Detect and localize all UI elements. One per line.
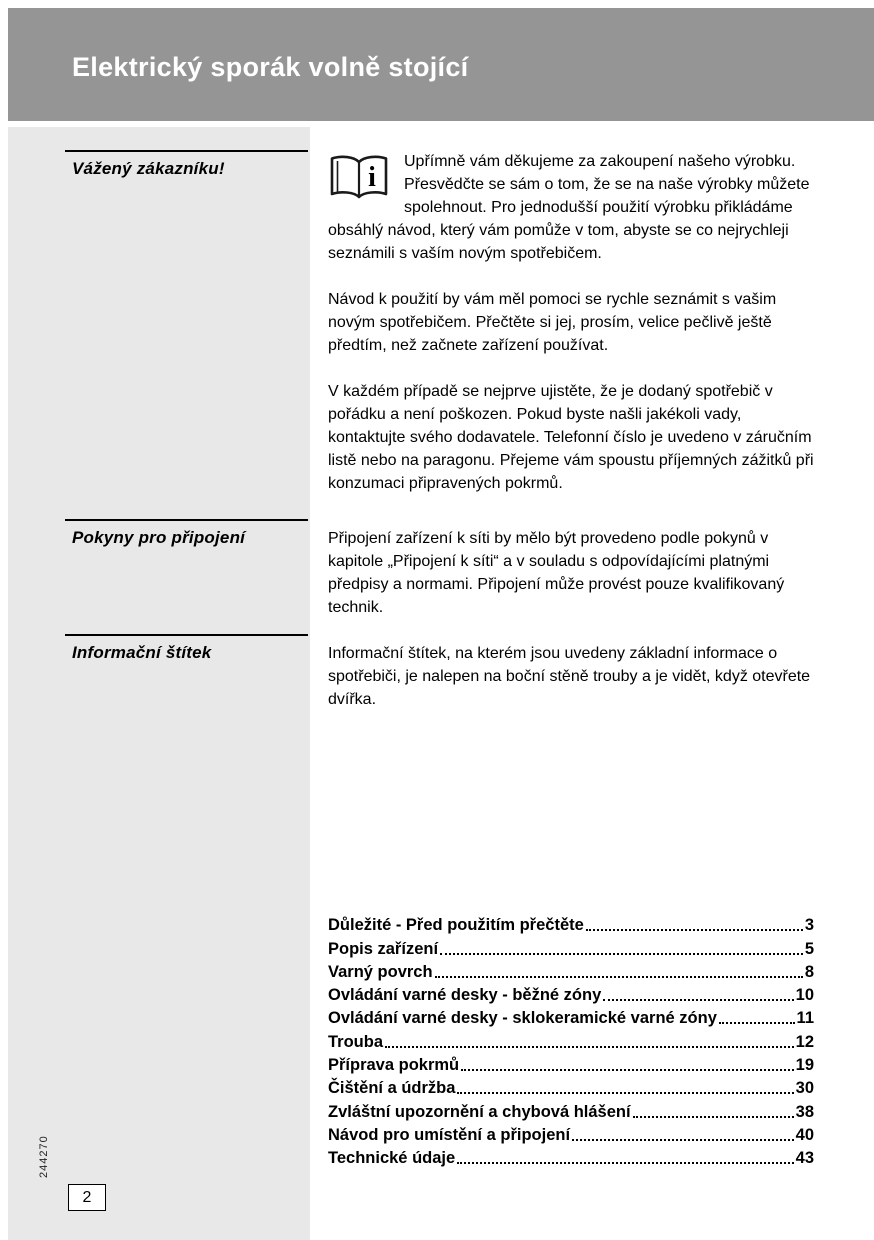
section-heading-label: Informační štítek <box>72 643 212 662</box>
toc-label: Ovládání varné desky - běžné zóny <box>328 986 602 1005</box>
toc-leader <box>572 1139 794 1141</box>
toc-page-number: 43 <box>795 1149 814 1168</box>
toc-row <box>328 912 814 935</box>
page-number: 2 <box>82 1188 92 1206</box>
toc-label: Ovládání varné desky - sklokeramické varné zóny <box>328 1009 717 1028</box>
toc-leader <box>633 1116 794 1118</box>
toc-page-number: 5 <box>804 939 814 958</box>
toc-leader <box>586 929 803 931</box>
toc-leader <box>457 1162 793 1164</box>
toc-row <box>328 935 814 958</box>
content-column <box>328 150 814 1210</box>
toc-leader <box>603 999 793 1001</box>
welcome-paragraph-3: V každém případě se nejprve ujistěte, že je dodaný spotřebič v pořádku a není poškozen. Pokud byste našli jakékoli vady, kontaktujte svého dodavatele. Telefonní číslo je uvedeno v záručním listě nebo na paragonu. Přejeme vám spoustu příjemných zážitků při konzumaci připravených pokrmů. <box>328 383 814 492</box>
toc-row <box>328 1098 814 1121</box>
toc-label: Čištění a údržba <box>328 1079 456 1098</box>
toc-page-number: 40 <box>795 1125 814 1144</box>
section-heading-welcome <box>65 150 308 179</box>
toc-page-number: 30 <box>795 1079 814 1098</box>
toc-row <box>328 959 814 982</box>
toc-row <box>328 1145 814 1168</box>
toc-label: Popis zařízení <box>328 939 439 958</box>
toc-row <box>328 1052 814 1075</box>
connection-paragraph: Připojení zařízení k síti by mělo být provedeno podle pokynů v kapitole „Připojení k síti“ a v souladu s odpovídajícími platnými předpisy a normami. Připojení může provést pouze kvalifikovaný technik. <box>328 530 785 616</box>
toc-row <box>328 982 814 1005</box>
doc-code-vertical: 244270 <box>38 1135 50 1178</box>
label-text-block <box>328 642 814 734</box>
page-title: Elektrický sporák volně stojící <box>72 52 469 82</box>
connection-text-block <box>328 527 814 642</box>
welcome-paragraph-1: Upřímně vám děkujeme za zakoupení našeho výrobku. Přesvědčte se sám o tom, že se na naše výrobky můžete spolehnout. Pro jednodušší použití výrobku přikládáme obsáhlý návod, který vám pomůže v tom, abyste se co nejrychleji seznámili s vaším novým spotřebičem. <box>328 153 810 262</box>
welcome-paragraph-2: Návod k použití by vám měl pomoci se rychle seznámit s vašim novým spotřebičem. Přečtěte si jej, prosím, velice pečlivě ještě předtím, než začnete zařízení používat. <box>328 291 777 354</box>
toc-row <box>328 1005 814 1028</box>
toc-row <box>328 1028 814 1051</box>
toc-row <box>328 1122 814 1145</box>
section-heading-label: Vážený zákazníku! <box>72 159 225 178</box>
open-book-info-icon <box>328 152 390 204</box>
toc-leader <box>457 1092 793 1094</box>
section-heading-label: Pokyny pro připojení <box>72 528 246 547</box>
table-of-contents <box>328 912 814 1168</box>
page-number-box <box>68 1184 106 1211</box>
toc-leader <box>719 1022 795 1024</box>
welcome-text-block <box>328 150 814 518</box>
toc-label: Varný povrch <box>328 962 433 981</box>
toc-leader <box>385 1046 794 1048</box>
section-heading-connection <box>65 519 308 548</box>
toc-label: Příprava pokrmů <box>328 1056 460 1075</box>
toc-page-number: 11 <box>796 1009 814 1028</box>
toc-label: Zvláštní upozornění a chybová hlášení <box>328 1102 631 1121</box>
toc-page-number: 12 <box>795 1032 814 1051</box>
toc-page-number: 19 <box>795 1056 814 1075</box>
toc-row <box>328 1075 814 1098</box>
toc-leader <box>461 1069 794 1071</box>
toc-label: Důležité - Před použitím přečtěte <box>328 916 584 935</box>
section-heading-label-plate <box>65 634 308 663</box>
sidebar <box>8 127 310 1240</box>
toc-leader <box>435 976 803 978</box>
toc-leader <box>440 953 803 955</box>
header-bar <box>8 8 874 121</box>
toc-label: Trouba <box>328 1032 384 1051</box>
label-paragraph: Informační štítek, na kterém jsou uvedeny základní informace o spotřebiči, je nalepen na boční stěně trouby a je vidět, když otevřete dvířka. <box>328 645 811 708</box>
toc-page-number: 3 <box>804 916 814 935</box>
toc-label: Technické údaje <box>328 1149 456 1168</box>
toc-page-number: 8 <box>804 962 814 981</box>
toc-label: Návod pro umístění a připojení <box>328 1125 571 1144</box>
toc-page-number: 10 <box>795 986 814 1005</box>
toc-page-number: 38 <box>795 1102 814 1121</box>
info-glyph: i <box>368 162 376 193</box>
